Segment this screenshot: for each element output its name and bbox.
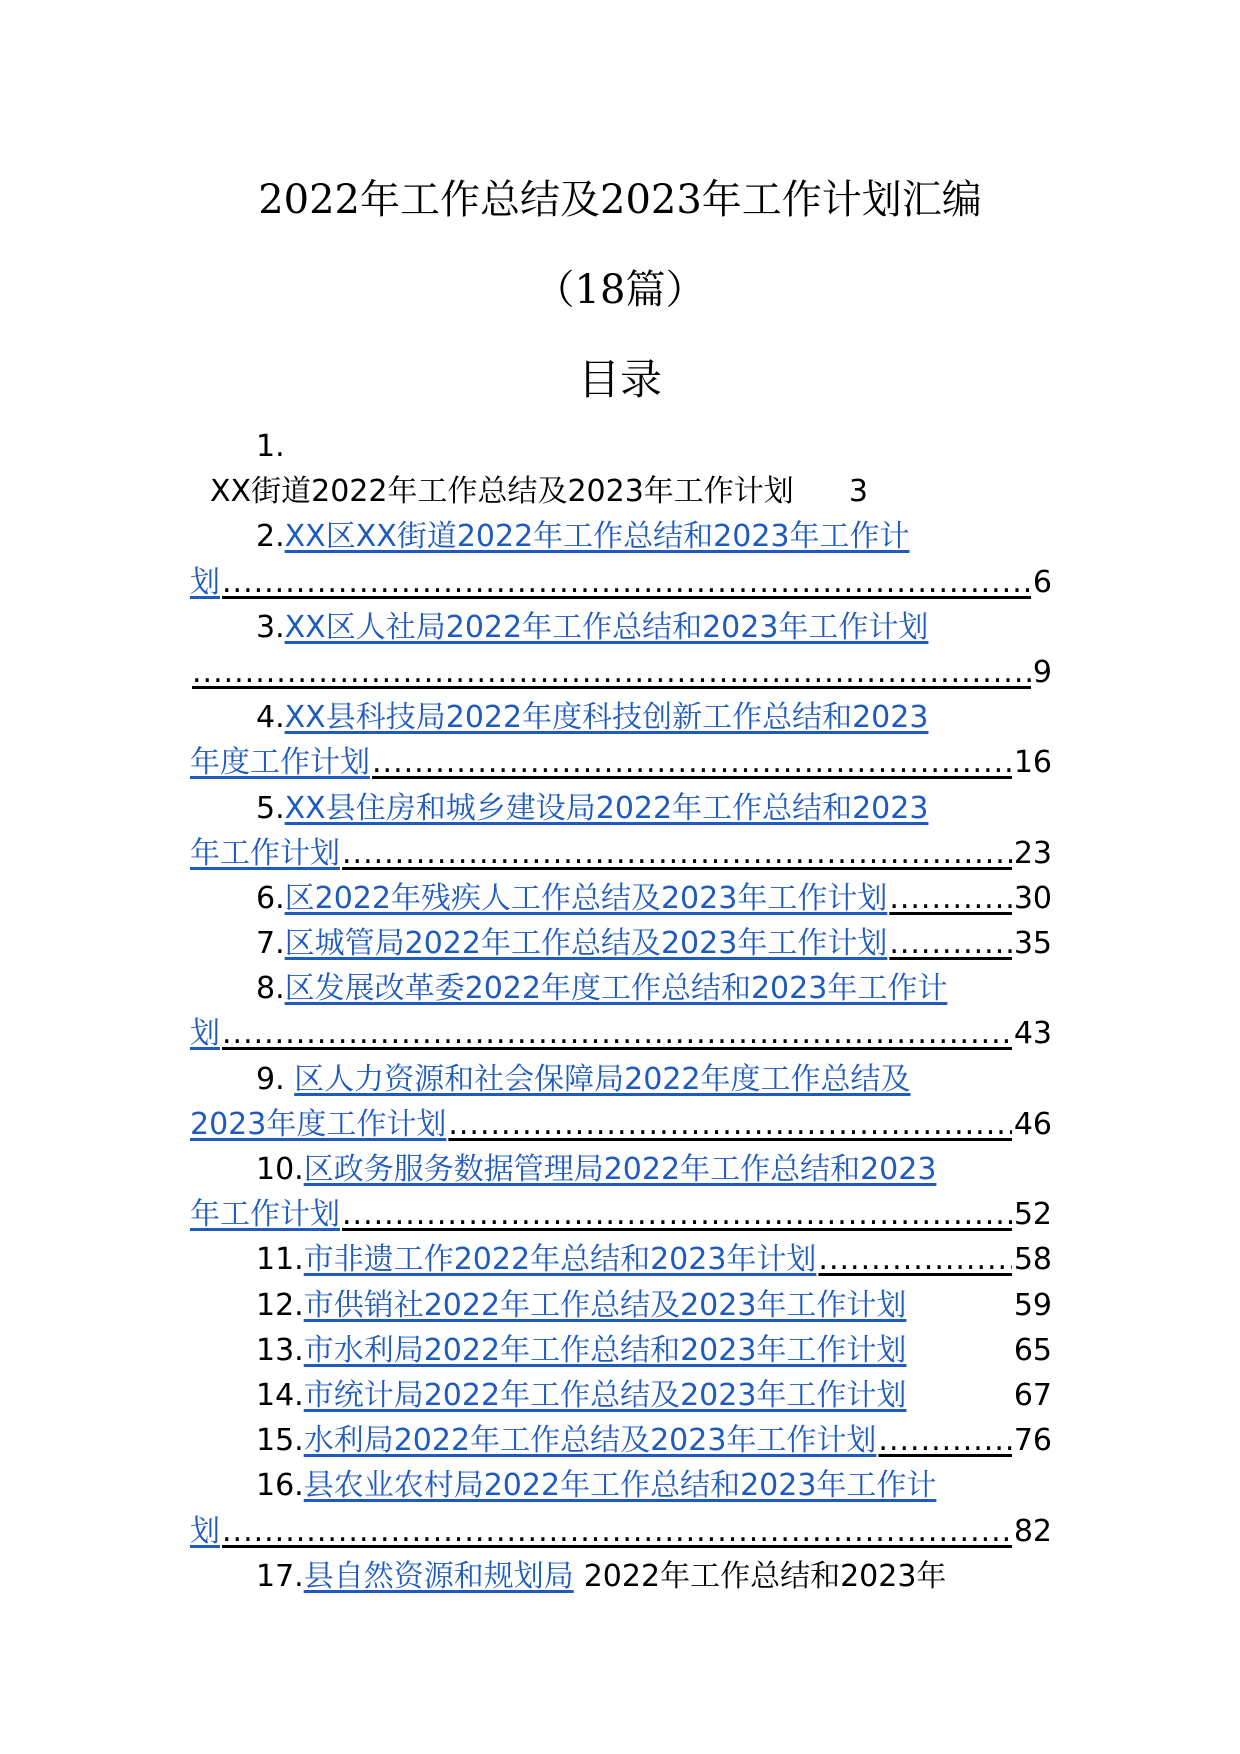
toc-item-link[interactable]: 市水利局2022年工作总结和2023年工作计划 [303, 1332, 907, 1368]
toc-item-link[interactable]: 水利局2022年工作总结及2023年工作计划 [303, 1423, 877, 1459]
toc-item-link[interactable]: 区2022年残疾人工作总结及2023年工作计划 [284, 880, 888, 916]
toc-leader [372, 740, 1012, 785]
toc-item-number: 16. [256, 1468, 304, 1504]
toc-item-link[interactable]: XX县科技局2022年度科技创新工作总结和2023 [284, 700, 929, 736]
document-title: 2022年工作总结及2023年工作计划汇编 [258, 177, 982, 223]
toc-item-number: 13. [256, 1332, 304, 1368]
toc-item-9[interactable] [190, 1057, 1052, 1102]
toc-item-12[interactable] [190, 1283, 1052, 1328]
toc-item-page: 16 [1013, 745, 1052, 781]
document-subtitle: （18篇） [534, 267, 706, 313]
toc-item-4[interactable] [190, 695, 1052, 740]
toc-item-link[interactable]: XX县住房和城乡建设局2022年工作总结和2023 [284, 790, 929, 826]
toc-item-link-cont[interactable]: 划 [190, 1513, 220, 1549]
toc-item-link[interactable]: 市统计局2022年工作总结及2023年工作计划 [303, 1377, 907, 1413]
toc-item-15[interactable] [190, 1418, 1052, 1463]
toc-item-page: 76 [1013, 1423, 1052, 1459]
toc-item-page: 67 [1013, 1377, 1052, 1413]
toc-item-link-cont[interactable]: 划 [190, 1016, 220, 1052]
toc-item-13[interactable] [190, 1328, 1052, 1373]
toc-item-6[interactable] [190, 876, 1052, 921]
toc-item-link-cont[interactable]: 年度工作计划 [190, 745, 370, 781]
toc-item-page: 43 [1013, 1016, 1052, 1052]
toc-leader [222, 560, 1031, 605]
toc-item-11[interactable] [190, 1237, 1052, 1282]
toc-item-link[interactable]: 市非遗工作2022年总结和2023年计划 [303, 1242, 817, 1278]
toc-item-page: 59 [1013, 1287, 1052, 1323]
toc-item-number: 7. [256, 926, 285, 962]
toc-item-page: 58 [1013, 1242, 1052, 1278]
toc-leader [192, 650, 1031, 695]
toc-item-16[interactable] [190, 1463, 1052, 1508]
toc-item-number: 3. [256, 609, 285, 645]
toc-item-14[interactable] [190, 1373, 1052, 1418]
toc-item-title: 2022年工作总结和2023年 [583, 1558, 947, 1594]
toc-item-number: 10. [256, 1152, 304, 1187]
toc-item-page: 65 [1013, 1332, 1052, 1368]
toc-item-number: 2. [256, 519, 285, 555]
toc-item-page: 82 [1013, 1513, 1052, 1549]
toc-item-17[interactable] [190, 1554, 1052, 1599]
toc-item-link[interactable]: 区政务服务数据管理局2022年工作总结和2023 [303, 1152, 937, 1187]
table-of-contents [190, 424, 1052, 1599]
toc-item-number: 17. [256, 1558, 304, 1594]
toc-item-page: 23 [1013, 835, 1052, 871]
toc-item-link[interactable]: 区发展改革委2022年度工作总结和2023年工作计 [284, 971, 948, 1007]
toc-leader [818, 1237, 1011, 1282]
toc-item-number: 1. [256, 429, 285, 464]
toc-leader [448, 1102, 1011, 1147]
toc-item-page: 52 [1013, 1197, 1052, 1233]
toc-item-page: 6 [1032, 564, 1052, 600]
toc-item-page: 46 [1013, 1106, 1052, 1142]
toc-item-title: XX街道2022年工作总结及2023年工作计划 [210, 474, 794, 510]
toc-item-number: 8. [256, 971, 285, 1007]
toc-item-link-cont[interactable]: 划 [190, 564, 220, 600]
toc-leader [889, 921, 1011, 966]
toc-item-page: 9 [1032, 654, 1052, 690]
toc-item-link[interactable]: 市供销社2022年工作总结及2023年工作计划 [303, 1287, 907, 1323]
toc-leader [878, 1418, 1011, 1463]
toc-item-link-cont[interactable]: 年工作计划 [190, 1197, 340, 1233]
toc-item-link[interactable]: XX区人社局2022年工作总结和2023年工作计划 [284, 609, 929, 645]
toc-item-5[interactable] [190, 786, 1052, 831]
toc-item-number: 4. [256, 700, 285, 736]
toc-item-number: 15. [256, 1423, 304, 1459]
toc-item-link[interactable]: 县自然资源和规划局 [303, 1558, 574, 1594]
toc-heading: 目录 [577, 355, 662, 404]
toc-item-number: 12. [256, 1287, 304, 1323]
toc-leader [342, 1192, 1012, 1237]
toc-item-link[interactable]: 县农业农村局2022年工作总结和2023年工作计 [303, 1468, 937, 1504]
toc-leader [889, 876, 1011, 921]
toc-item-page: 3 [848, 474, 868, 510]
toc-item-7[interactable] [190, 921, 1052, 966]
toc-item-link-cont[interactable]: 2023年度工作计划 [190, 1106, 447, 1142]
toc-item-10[interactable] [190, 1147, 1052, 1192]
toc-item-link[interactable]: XX区XX街道2022年工作总结和2023年工作计 [284, 519, 910, 555]
toc-item-1[interactable] [190, 469, 1052, 514]
toc-leader [222, 1509, 1012, 1554]
toc-item-link-cont[interactable]: 年工作计划 [190, 835, 340, 871]
toc-item-number: 11. [256, 1242, 304, 1278]
toc-item-number: 6. [256, 880, 285, 916]
toc-item-link[interactable]: 区人力资源和社会保障局2022年度工作总结及 [294, 1061, 911, 1097]
toc-leader [342, 831, 1012, 876]
toc-item-page: 30 [1013, 880, 1052, 916]
toc-item-8[interactable] [190, 966, 1052, 1011]
toc-item-2[interactable] [190, 514, 1052, 559]
toc-item-3[interactable] [190, 605, 1052, 650]
toc-item-number: 9. [256, 1061, 295, 1097]
toc-item-number: 5. [256, 790, 285, 826]
toc-item-number: 14. [256, 1377, 304, 1413]
toc-leader [222, 1011, 1012, 1056]
toc-item-link[interactable]: 区城管局2022年工作总结及2023年工作计划 [284, 926, 888, 962]
toc-item-page: 35 [1013, 926, 1052, 962]
